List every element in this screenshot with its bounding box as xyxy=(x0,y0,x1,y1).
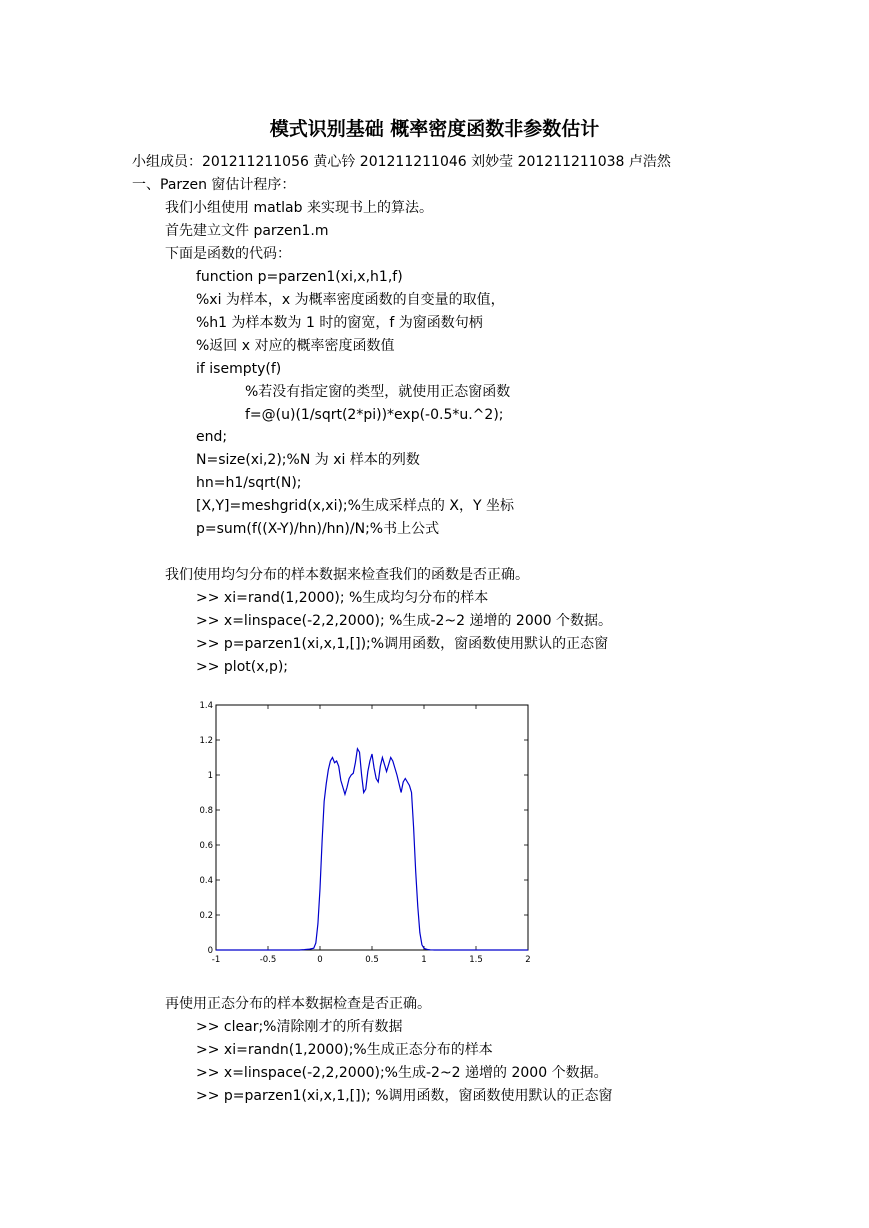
command-line: >> plot(x,p); xyxy=(196,659,289,675)
command-line: >> xi=randn(1,2000);%生成正态分布的样本 xyxy=(196,1042,493,1058)
y-tick-label: 0 xyxy=(207,946,213,956)
section-heading-parzen: 一、Parzen 窗估计程序： xyxy=(132,177,296,193)
code-line: %返回 x 对应的概率密度函数值 xyxy=(196,338,395,354)
code-line: [X,Y]=meshgrid(x,xi);%生成采样点的 X，Y 坐标 xyxy=(196,498,514,514)
x-tick-label: 2 xyxy=(525,955,531,965)
density-plot xyxy=(190,695,540,970)
code-line: function p=parzen1(xi,x,h1,f) xyxy=(196,269,403,285)
test2-intro: 再使用正态分布的样本数据检查是否正确。 xyxy=(165,996,431,1012)
y-tick-label: 1 xyxy=(207,771,213,781)
x-tick-label: -1 xyxy=(211,955,221,965)
y-tick-label: 0.6 xyxy=(199,841,213,851)
command-line: >> x=linspace(-2,2,2000); %生成-2~2 递增的 2000 个数据。 xyxy=(196,613,613,629)
code-line: if isempty(f) xyxy=(196,361,282,377)
code-line: f=@(u)(1/sqrt(2*pi))*exp(-0.5*u.^2); xyxy=(245,407,504,423)
code-line: end; xyxy=(196,429,228,445)
code-line: hn=h1/sqrt(N); xyxy=(196,475,302,491)
y-tick-label: 1.4 xyxy=(199,701,213,711)
page-title: 模式识别基础 概率密度函数非参数估计 xyxy=(269,118,600,140)
x-tick-label: 1.5 xyxy=(469,955,483,965)
command-line: >> x=linspace(-2,2,2000);%生成-2~2 递增的 2000 个数据。 xyxy=(196,1065,608,1081)
plot-axes-box xyxy=(216,705,528,950)
code-line: %h1 为样本数为 1 时的窗宽，f 为窗函数句柄 xyxy=(196,315,483,331)
y-tick-label: 0.8 xyxy=(199,806,213,816)
code-line: %若没有指定窗的类型，就使用正态窗函数 xyxy=(245,384,511,400)
member-list: 小组成员：201211211056 黄心钤 201211211046 刘妙莹 201211211038 卢浩然 xyxy=(132,154,671,170)
code-line: %xi 为样本，x 为概率密度函数的自变量的取值， xyxy=(196,292,505,308)
intro-line: 下面是函数的代码： xyxy=(165,246,291,262)
intro-line: 首先建立文件 parzen1.m xyxy=(165,223,329,239)
x-tick-label: -0.5 xyxy=(259,955,277,965)
y-tick-label: 1.2 xyxy=(199,736,213,746)
y-tick-label: 0.2 xyxy=(199,911,213,921)
code-line: p=sum(f((X-Y)/hn)/hn)/N;%书上公式 xyxy=(196,521,440,537)
y-tick-label: 0.4 xyxy=(199,876,213,886)
command-line: >> p=parzen1(xi,x,1,[]);%调用函数，窗函数使用默认的正态窗 xyxy=(196,636,609,652)
command-line: >> xi=rand(1,2000); %生成均匀分布的样本 xyxy=(196,590,489,606)
command-line: >> p=parzen1(xi,x,1,[]); %调用函数，窗函数使用默认的正态窗 xyxy=(196,1088,613,1104)
x-tick-label: 1 xyxy=(421,955,427,965)
intro-line: 我们小组使用 matlab 来实现书上的算法。 xyxy=(165,200,433,216)
code-line: N=size(xi,2);%N 为 xi 样本的列数 xyxy=(196,452,420,468)
command-line: >> clear;%清除刚才的所有数据 xyxy=(196,1019,403,1035)
test1-intro: 我们使用均匀分布的样本数据来检查我们的函数是否正确。 xyxy=(165,567,529,583)
x-tick-label: 0.5 xyxy=(365,955,379,965)
x-tick-label: 0 xyxy=(317,955,323,965)
